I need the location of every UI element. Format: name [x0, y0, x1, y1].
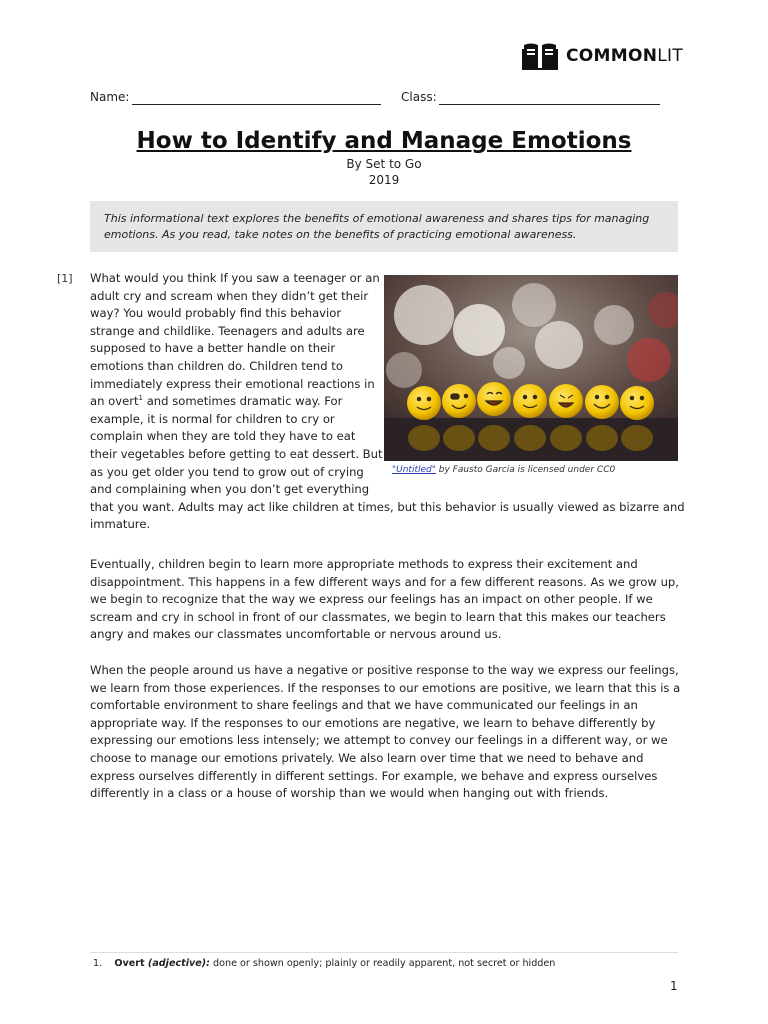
open-book-icon — [522, 41, 558, 71]
article-byline: By Set to Go — [346, 157, 422, 171]
emoji-balls-illustration — [384, 275, 678, 461]
text-line: supposed to have a better handle on their — [90, 341, 336, 356]
text-line: comfortable environment to share feelings and that we have communicated our feelings in an — [90, 698, 638, 713]
footnote — [93, 958, 555, 969]
article-year: 2019 — [368, 173, 400, 187]
text-line: we learn from those experiences. If the responses to our emotions are positive, we learn that this is a — [90, 680, 681, 695]
commonlit-logo — [522, 41, 683, 71]
text-line: When the people around us have a negative or positive response to the way we express our feelings, — [90, 663, 679, 677]
brand-wordmark: COMMONLIT — [566, 45, 684, 66]
student-info-row — [90, 90, 670, 108]
text-line: example, it is normal for children to cry or — [90, 411, 335, 426]
text-line: immature. — [90, 517, 151, 532]
footnote-ref[interactable]: 1 — [138, 394, 144, 403]
name-blank-line — [132, 104, 381, 105]
text-line: choose to manage our emotions privately. We also learn over time that we need to behave and — [90, 750, 644, 765]
text-line: express ourselves differently in different settings. For example, we behave and express ourselves — [90, 768, 658, 783]
footnote-part-of-speech: (adjective): — [144, 958, 210, 969]
paragraph-3 — [90, 662, 680, 803]
text-line: expressing our emotions less intensely; we attempt to convey our feelings in a different way, or we — [90, 733, 668, 748]
class-blank-line — [439, 104, 660, 105]
footnote-definition: done or shown openly; plainly or readily apparent, not secret or hidden — [210, 958, 556, 969]
text-line: differently in a class or a house of worship than we would when hanging out with friends. — [90, 786, 609, 801]
text-line: Eventually, children begin to learn more appropriate methods to express their excitement and — [90, 557, 638, 571]
image-credit: by Fausto Garcia is licensed under CC0 — [435, 465, 616, 475]
page-number: 1 — [670, 979, 678, 993]
image-caption — [392, 465, 682, 475]
text-line: angry and makes our classmates uncomfortable or nervous around us. — [90, 627, 502, 642]
text-line: as you get older you tend to grow out of crying — [90, 464, 364, 479]
footnote-number: 1. — [93, 958, 103, 969]
text-line: and complaining when you don’t get everything — [90, 482, 370, 497]
image-source-link[interactable]: "Untitled" — [392, 465, 436, 475]
text-line: their vegetables before getting to eat dessert. But — [90, 446, 383, 461]
text-line: emotions than children do. Children tend to — [90, 358, 343, 373]
text-line: that you want. Adults may act like children at times, but this behavior is usually viewed as bizarre and — [90, 499, 685, 514]
text-line: What would you think If you saw a teenager or an — [90, 271, 380, 285]
text-line: we begin to recognize that the way we express our feelings has an impact on other people. If we — [90, 592, 653, 607]
footnote-divider — [90, 952, 678, 953]
text-line: disappointment. This happens in a few different ways and for a few different reasons. As we grow up, — [90, 574, 679, 589]
intro-line: emotions. As you read, take notes on the benefits of practicing emotional awareness. — [104, 228, 577, 241]
text-line: scream and cry in school in front of our classmates, we begin to learn that this makes our teachers — [90, 609, 666, 624]
intro-box — [90, 201, 678, 252]
emoji-photo — [384, 275, 678, 461]
article-title: How to Identify and Manage Emotions — [136, 128, 632, 154]
footnote-term: Overt — [114, 958, 145, 969]
class-label: Class: — [401, 90, 437, 104]
text-line: appropriate way. If the responses to our emotions are negative, we learn to behave differently by — [90, 715, 656, 730]
text-line: immediately express their emotional reactions in — [90, 376, 375, 391]
text-line: adult cry and scream when they didn’t get their — [90, 288, 369, 303]
text-line: way? You would probably find this behavior — [90, 306, 342, 321]
text-line: strange and childlike. Teenagers and adults are — [90, 323, 365, 338]
text-line-with-footnote: an overt$^1$ and sometimes dramatic way. For — [90, 394, 343, 409]
paragraph-2 — [90, 556, 680, 644]
text-line: complain when they are told they have to eat — [90, 429, 356, 444]
name-label: Name: — [90, 90, 130, 104]
paragraph-marker: [1] — [57, 272, 73, 285]
intro-line: This informational text explores the benefits of emotional awareness and shares tips for managing — [104, 212, 650, 225]
